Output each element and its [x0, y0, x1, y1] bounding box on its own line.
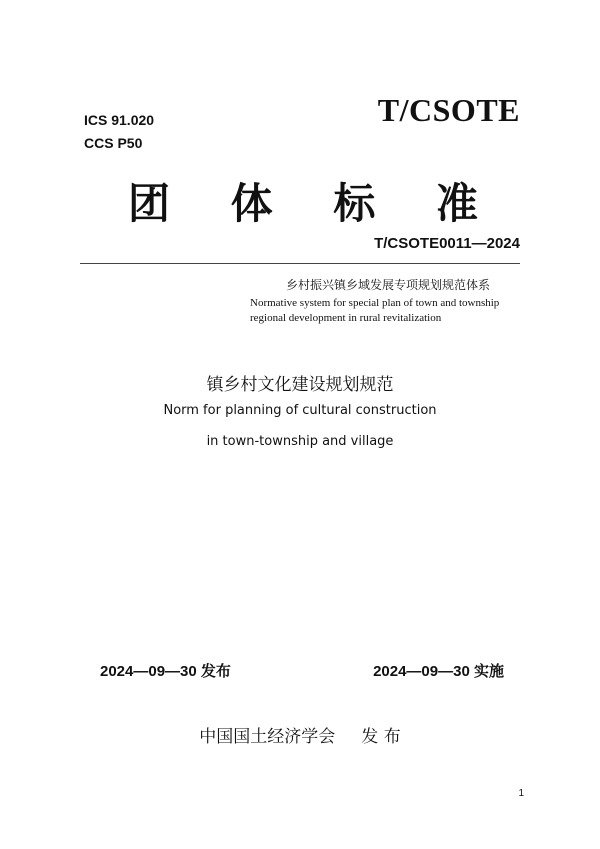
- standard-kind-char: 体: [230, 179, 273, 228]
- ccs-code: CCS P50: [84, 135, 143, 151]
- document-title-en-line: Norm for planning of cultural construction: [163, 403, 437, 418]
- implement-label: 实施: [473, 662, 504, 680]
- issuer-action: 发 布: [361, 727, 401, 747]
- standard-kind-char: 准: [435, 179, 478, 228]
- document-number: T/CSOTE0011—2024: [374, 235, 520, 252]
- issuer-name: 中国国土经济学会: [199, 727, 336, 747]
- document-title-cn: 镇乡村文化建设规划规范: [206, 375, 394, 395]
- implement-date-value: 2024—09—30: [373, 663, 470, 680]
- header-divider: [80, 263, 520, 264]
- publish-date-value: 2024—09—30: [100, 663, 197, 680]
- implement-date: [373, 660, 504, 681]
- standard-kind-char: 标: [333, 179, 376, 228]
- standard-brand: T/CSOTE: [377, 92, 520, 128]
- series-title-en-line: regional development in rural revitalization: [250, 312, 442, 324]
- issuer-line: [0, 722, 600, 747]
- page-number: 1: [518, 788, 524, 799]
- publish-date: [100, 660, 231, 681]
- series-title-cn: 乡村振兴镇乡域发展专项规划规范体系: [286, 278, 491, 292]
- standard-kind-char: 团: [128, 179, 171, 228]
- series-title-en-line: Normative system for special plan of town and township: [250, 297, 500, 309]
- document-title-en-line: in town-township and village: [206, 434, 394, 449]
- standard-kind-title: [128, 171, 478, 231]
- ics-code: ICS 91.020: [84, 112, 155, 128]
- publish-label: 发布: [200, 662, 231, 680]
- series-title-en: [250, 296, 499, 326]
